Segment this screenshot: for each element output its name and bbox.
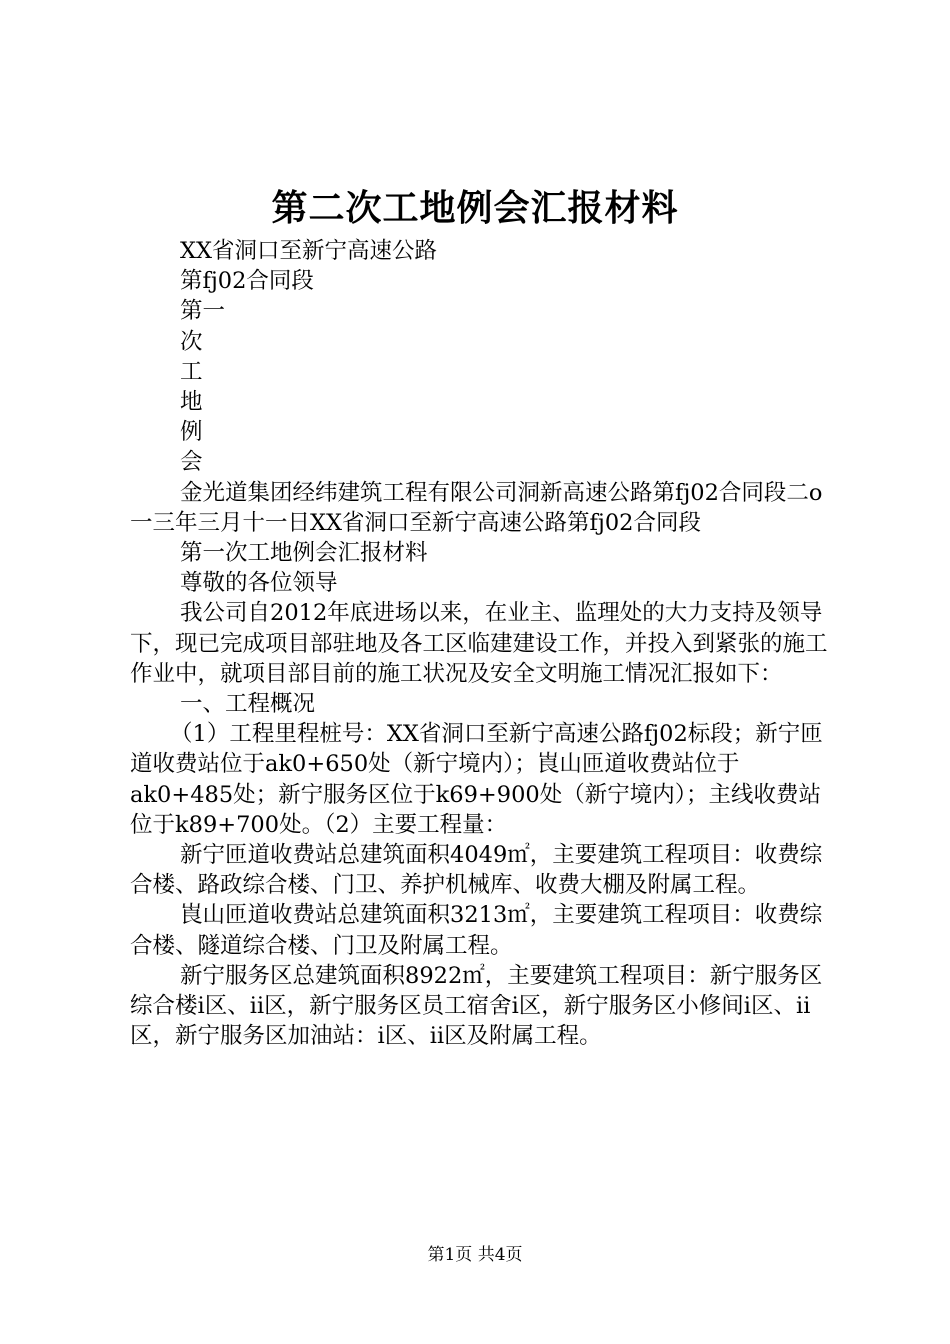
paragraph-xinning-toll: 新宁匝道收费站总建筑面积4049㎡，主要建筑工程项目：收费综合楼、路政综合楼、门卫、养护机械库、收费大棚及附属工程。: [130, 842, 823, 899]
paragraph-vertical-char: 地: [180, 389, 203, 416]
section-heading-overview: 一、工程概况: [180, 691, 316, 718]
paragraph-vertical-char: 工: [180, 358, 203, 385]
document-body: [130, 236, 830, 1051]
paragraph-vertical-char: 会: [180, 449, 203, 476]
paragraph-contract-section: 第fj02合同段: [180, 268, 314, 295]
paragraph-service-area: 新宁服务区总建筑面积8922㎡，主要建筑工程项目：新宁服务区综合楼ⅰ区、ⅱ区，新宁服务区员工宿舍ⅰ区，新宁服务区小修间ⅰ区、ⅱ区，新宁服务区加油站：ⅰ区、ⅱ区及附属工程。: [130, 962, 823, 1050]
paragraph-vertical-char: 例: [180, 419, 203, 446]
document-title: 第二次工地例会汇报材料: [271, 187, 679, 229]
paragraph-salutation: 尊敬的各位领导: [180, 570, 338, 597]
paragraph-langshan-toll: 崀山匝道收费站总建筑面积3213㎡，主要建筑工程项目：收费综合楼、隧道综合楼、门卫及附属工程。: [130, 902, 823, 959]
paragraph-mileage: （1）工程里程桩号：XX省洞口至新宁高速公路fj02标段；新宁匝道收费站位于ak0+650处（新宁境内）；崀山匝道收费站位于ak0+485处；新宁服务区位于k69+900处（新宁境内）；主线收费站位于k89+700处。（2）主要工程量：: [130, 721, 823, 838]
paragraph-company-date: 金光道集团经纬建筑工程有限公司洞新高速公路第fj02合同段二ο一三年三月十一日XX省洞口至新宁高速公路第fj02合同段: [130, 479, 823, 536]
paragraph-intro: 我公司自2012年底进场以来，在业主、监理处的大力支持及领导下，现已完成项目部驻地及各工区临建建设工作，并投入到紧张的施工作业中，就项目部目前的施工状况及安全文明施工情况汇报如下：: [130, 600, 828, 687]
paragraph-project-name: XX省洞口至新宁高速公路: [180, 238, 438, 264]
paragraph-vertical-char: 第一: [180, 298, 226, 325]
paragraph-subtitle: 第一次工地例会汇报材料: [180, 540, 428, 567]
page-footer: 第1页 共4页: [427, 1245, 523, 1265]
paragraph-vertical-char: 次: [180, 328, 203, 355]
